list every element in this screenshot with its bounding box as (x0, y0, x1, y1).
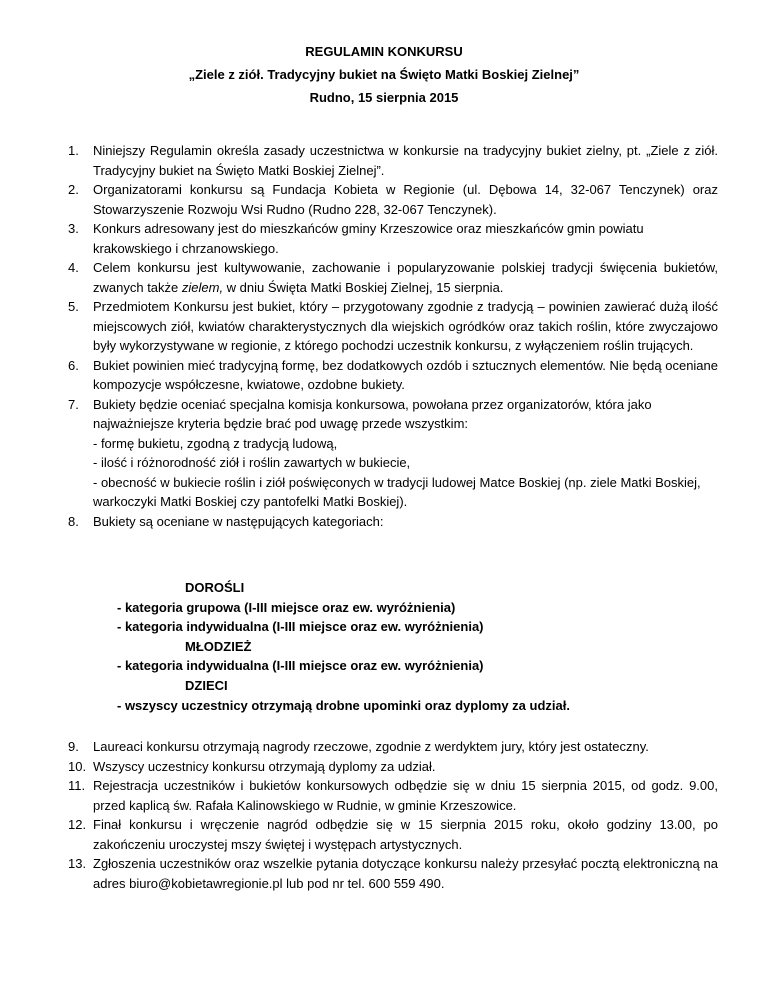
category-line: - kategoria indywidualna (I-III miejsce oraz ew. wyróżnienia) (117, 658, 484, 674)
criteria-item: - obecność w bukiecie roślin i ziół poświęconych w tradycji ludowej Matce Boskiej (np. ziele Matki Boskiej, warkoczyki Matki Boskiej czy pantofelki Matki Boskiej). (93, 474, 701, 509)
category-heading-adults: DOROŚLI (185, 580, 245, 595)
rule-item (68, 512, 718, 532)
rule-item (68, 854, 718, 893)
rule-text-emphasis: zielem, (181, 279, 224, 295)
rule-number: 4. (68, 260, 79, 275)
rule-number: 8. (68, 513, 79, 529)
rule-item (68, 737, 718, 757)
rule-text: Finał konkursu i wręczenie nagród odbędzie się w 15 sierpnia 2015 roku, około godziny 13.00, po zakończeniu uroczystej mszy świętej i występach artystycznych. (93, 817, 718, 852)
category-line: - kategoria grupowa (I-III miejsce oraz ew. wyróżnienia) (117, 599, 456, 615)
rule-item (68, 356, 718, 395)
rule-item (68, 180, 718, 219)
rule-number: 1. (68, 143, 79, 158)
rule-text: Przedmiotem Konkursu jest bukiet, który – przygotowany zgodnie z tradycją – powinien zawierać dużą ilość miejscowych ziół, kwiatów charakterystycznych dla wiejskich ogródków oraz takich roślin, które zwyczajowo były wykorzystywane w regionie, z którego pochodzi uczestnik konkursu, z wyłączeniem roślin trujących. (93, 299, 718, 353)
rule-number: 10. (68, 758, 87, 774)
rule-text: Niniejszy Regulamin określa zasady uczestnictwa w konkursie na tradycyjny bukiet zielny, pt. „Ziele z ziół. Tradycyjny bukiet na Święto Matki Boskiej Zielnej”. (93, 143, 718, 178)
rule-item (68, 297, 718, 356)
rule-text: Rejestracja uczestników i bukietów konkursowych odbędzie się w dniu 15 sierpnia 2015, od godz. 9.00, przed kaplicą św. Rafała Kalinowskiego w Rudnie, w gminie Krzeszowice. (93, 778, 718, 813)
rule-text: Organizatorami konkursu są Fundacja Kobieta w Regionie (ul. Dębowa 14, 32-067 Tenczynek) oraz Stowarzyszenie Rozwoju Wsi Rudno (Rudno 228, 32-067 Tenczynek). (93, 182, 718, 217)
rule-item (68, 757, 718, 777)
rule-number: 13. (68, 856, 87, 871)
rule-text-before: Celem konkursu jest kultywowanie, zachowanie i popularyzowanie polskiej tradycji święcenia bukietów, zwanych także (93, 260, 718, 295)
rule-item (68, 258, 718, 297)
rule-item (68, 141, 718, 180)
rule-item (68, 395, 718, 512)
rule-number: 9. (68, 739, 79, 754)
rule-number: 5. (68, 299, 79, 314)
categories-block (117, 578, 570, 715)
rule-text: Bukiety będzie oceniać specjalna komisja konkursowa, powołana przez organizatorów, która jako najważniejsze kryteria będzie brać pod uwagę przede wszystkim: (93, 396, 652, 431)
rule-text: Laureaci konkursu otrzymają nagrody rzeczowe, zgodnie z werdyktem jury, który jest ostateczny. (93, 739, 649, 754)
rule-number: 3. (68, 221, 79, 236)
rule-number: 11. (68, 778, 86, 793)
category-line: - kategoria indywidualna (I-III miejsce oraz ew. wyróżnienia) (117, 619, 484, 635)
rule-number: 6. (68, 357, 79, 373)
criteria-item: - ilość i różnorodność ziół i roślin zawartych w bukiecie, (93, 455, 411, 470)
category-heading-children: DZIECI (185, 677, 228, 693)
rule-text: Bukiet powinien mieć tradycyjną formę, bez dodatkowych ozdób i sztucznych elementów. Nie będą oceniane kompozycje współczesne, kwiatowe, ozdobne bukiety. (93, 357, 718, 392)
rule-number: 2. (68, 182, 79, 197)
rule-text-after: w dniu Święta Matki Boskiej Zielnej, 15 sierpnia. (223, 279, 504, 295)
rule-item (68, 776, 718, 815)
rule-text: Konkurs adresowany jest do mieszkańców gminy Krzeszowice oraz mieszkańców gmin powiatu krakowskiego i chrzanowskiego. (93, 221, 644, 256)
rule-number: 7. (68, 396, 79, 412)
category-line: - wszyscy uczestnicy otrzymają drobne upominki oraz dyplomy za udział. (117, 697, 570, 713)
criteria-item: - formę bukietu, zgodną z tradycją ludową, (93, 435, 338, 451)
rule-text: Zgłoszenia uczestników oraz wszelkie pytania dotyczące konkursu należy przesyłać pocztą elektroniczną na adres biuro@kobietawregionie.pl lub pod nr tel. 600 559 490. (93, 856, 718, 891)
category-heading-youth: MŁODZIEŻ (185, 638, 252, 654)
rule-text: Bukiety są oceniane w następujących kategoriach: (93, 513, 384, 529)
rule-item (68, 815, 718, 854)
document-header (0, 40, 768, 109)
document-subtitle: „Ziele z ziół. Tradycyjny bukiet na Święto Matki Boskiej Zielnej” (188, 67, 580, 82)
document-title: REGULAMIN KONKURSU (305, 44, 463, 59)
rules-list-part1 (68, 141, 718, 531)
document-place-date: Rudno, 15 sierpnia 2015 (309, 90, 459, 105)
rule-number: 12. (68, 817, 87, 832)
rules-list-part2 (68, 737, 718, 893)
rule-item (68, 219, 718, 258)
rule-text: Wszyscy uczestnicy konkursu otrzymają dyplomy za udział. (93, 758, 436, 774)
